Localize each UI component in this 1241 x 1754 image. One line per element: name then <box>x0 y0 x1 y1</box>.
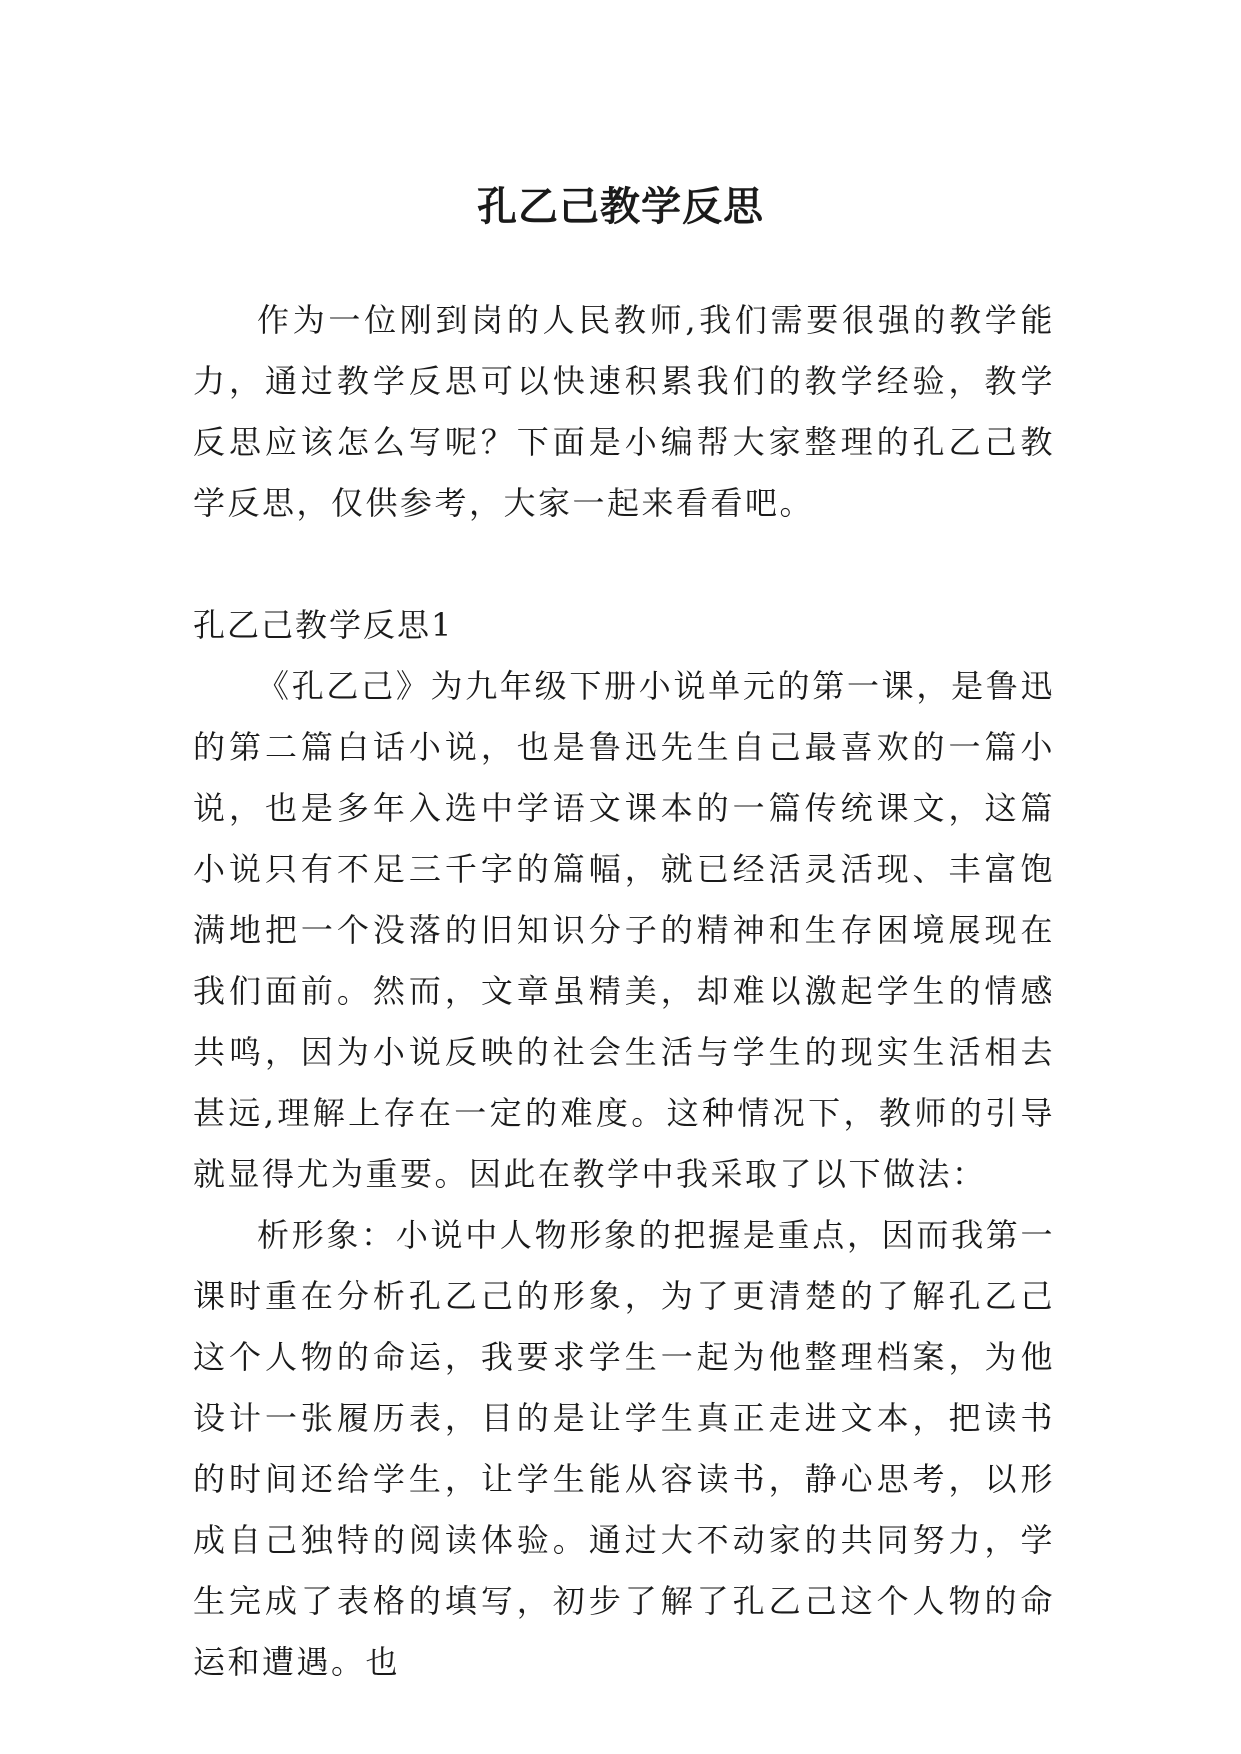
document-body <box>193 290 1055 1693</box>
document-title: 孔乙己教学反思 <box>477 183 764 230</box>
body-paragraph-1: 《孔乙己》为九年级下册小说单元的第一课，是鲁迅的第二篇白话小说，也是鲁迅先生自己最喜欢的一篇小说，也是多年入选中学语文课本的一篇传统课文，这篇小说只有不足三千字的篇幅，就已经活灵活现、丰富饱满地把一个没落的旧知识分子的精神和生存困境展现在我们面前。然而，文章虽精美，却难以激起学生的情感共鸣，因为小说反映的社会生活与学生的现实生活相去甚远,理解上存在一定的难度。这种情况下，教师的引导就显得尤为重要。因此在教学中我采取了以下做法： <box>193 667 1055 1193</box>
body-paragraph-2: 析形象：小说中人物形象的把握是重点，因而我第一课时重在分析孔乙己的形象，为了更清楚的了解孔乙己这个人物的命运，我要求学生一起为他整理档案，为他设计一张履历表，目的是让学生真正走进文本，把读书的时间还给学生，让学生能从容读书，静心思考，以形成自己独特的阅读体验。通过大不动家的共同努力，学生完成了表格的填写，初步了解了孔乙己这个人物的命运和遭遇。也 <box>193 1216 1055 1681</box>
intro-paragraph: 作为一位刚到岗的人民教师,我们需要很强的教学能力，通过教学反思可以快速积累我们的教学经验，教学反思应该怎么写呢？下面是小编帮大家整理的孔乙己教学反思，仅供参考，大家一起来看看吧。 <box>193 301 1055 522</box>
paragraph-gap <box>193 534 1055 595</box>
section-heading: 孔乙己教学反思1 <box>193 606 454 644</box>
